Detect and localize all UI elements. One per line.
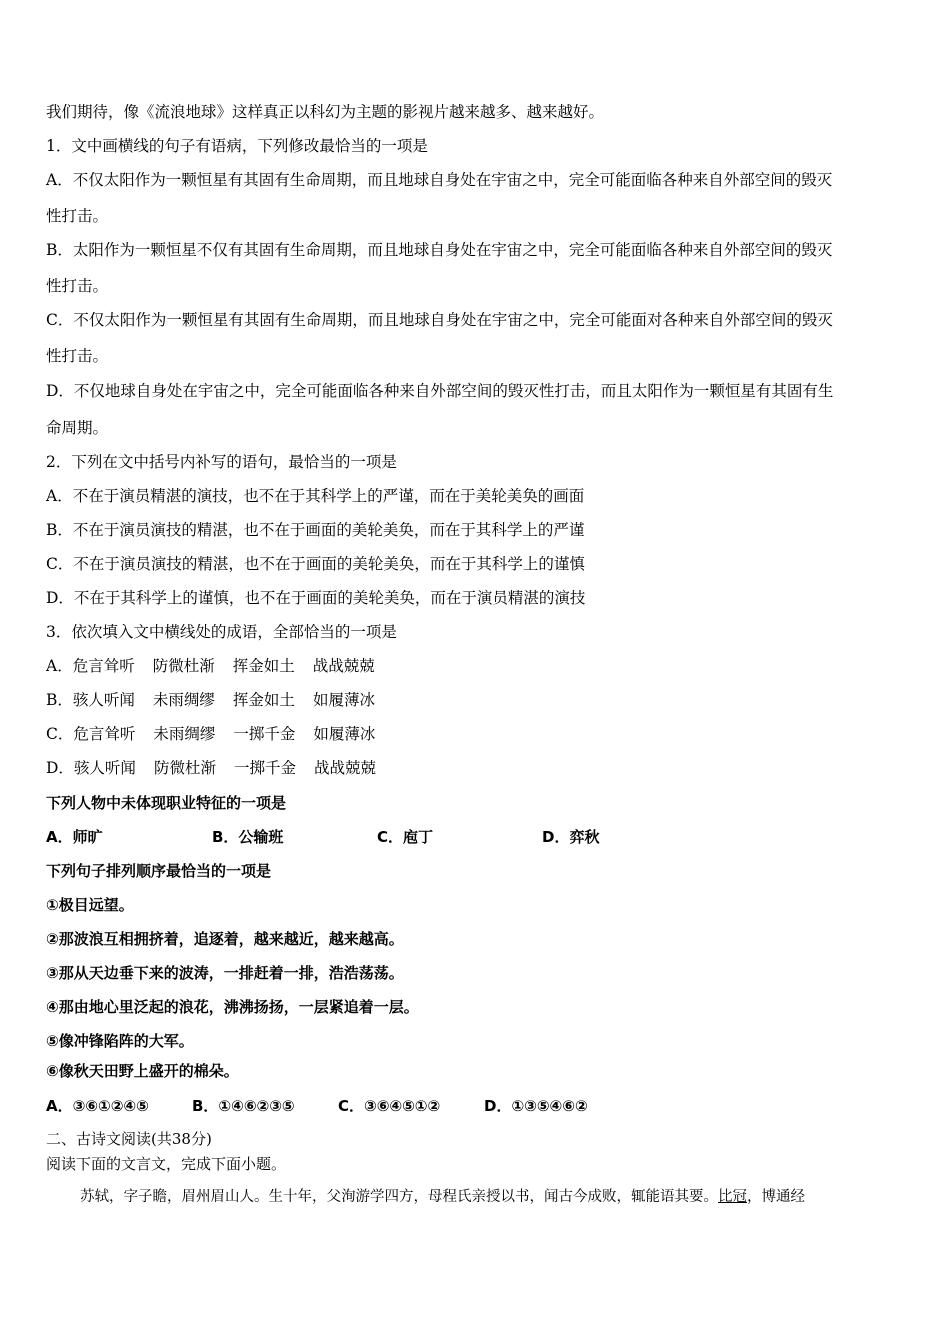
passage-first-line (80, 1187, 805, 1207)
q3-c-word-2: 未雨绸缪 (153, 725, 216, 743)
q3-d-word-1: D．骇人听闻 (46, 759, 136, 777)
q5-sentence-4: ④那由地心里泛起的浪花，沸沸扬扬，一层紧追着一层。 (46, 998, 419, 1016)
q3-a-word-1: A．危言耸听 (46, 657, 135, 675)
q5-stem: 下列句子排列顺序最恰当的一项是 (46, 862, 272, 880)
q4-option-c: C．庖丁 (377, 828, 434, 846)
q3-a-word-2: 防微杜渐 (152, 657, 215, 675)
q4-option-a: A．师旷 (46, 828, 103, 846)
q2-stem: 2．下列在文中括号内补写的语句，最恰当的一项是 (46, 453, 397, 471)
q3-d-word-4: 战战兢兢 (313, 759, 376, 777)
q3-c-word-4: 如履薄冰 (313, 725, 376, 743)
q5-option-c: C．③⑥④⑤①② (338, 1097, 441, 1115)
q4-option-b: B．公输班 (212, 828, 284, 846)
q1-option-b: B．太阳作为一颗恒星不仅有其固有生命周期，而且地球自身处在宇宙之中，完全可能面临各种来自外部空间的毁灭 (46, 241, 833, 259)
q4-stem: 下列人物中未体现职业特征的一项是 (46, 794, 287, 812)
q5-option-b: B．①④⑥②③⑤ (192, 1097, 295, 1115)
q5-sentence-5: ⑤像冲锋陷阵的大军。 (46, 1032, 194, 1050)
q3-a-word-4: 战战兢兢 (312, 657, 375, 675)
underlined-term: 比冠 (718, 1189, 747, 1205)
q3-b-word-2: 未雨绸缪 (152, 691, 215, 709)
q3-b-word-4: 如履薄冰 (312, 691, 375, 709)
q1-option-a: A．不仅太阳作为一颗恒星有其固有生命周期，而且地球自身处在宇宙之中，完全可能面临各种来自外部空间的毁灭 (46, 171, 833, 189)
q1-option-d: D．不仅地球自身处在宇宙之中，完全可能面临各种来自外部空间的毁灭性打击，而且太阳作为一颗恒星有其固有生 (46, 382, 834, 400)
q2-option-a: A．不在于演员精湛的演技，也不在于其科学上的严谨，而在于美轮美奂的画面 (46, 487, 585, 505)
passage-text-start: 苏轼，字子瞻，眉州眉山人。生十年，父洵游学四方，母程氏亲授以书，闻古今成败，辄能语其要。 (80, 1189, 718, 1205)
q5-sentence-6: ⑥像秋天田野上盛开的棉朵。 (46, 1062, 239, 1080)
q1-option-c-cont: 性打击。 (46, 347, 109, 365)
q3-b-word-3: 挥金如土 (232, 691, 295, 709)
q1-option-c: C．不仅太阳作为一颗恒星有其固有生命周期，而且地球自身处在宇宙之中，完全可能面对各种来自外部空间的毁灭 (46, 311, 833, 329)
section-instruction: 阅读下面的文言文，完成下面小题。 (46, 1155, 287, 1173)
q2-option-d: D．不在于其科学上的谨慎，也不在于画面的美轮美奂，而在于演员精湛的演技 (46, 589, 586, 607)
q3-option-d (46, 758, 376, 778)
q1-option-d-cont: 命周期。 (46, 419, 109, 437)
q3-option-c (46, 724, 375, 744)
q2-option-c: C．不在于演员演技的精湛，也不在于画面的美轮美奂，而在于其科学上的谨慎 (46, 555, 585, 573)
q3-a-word-3: 挥金如土 (232, 657, 295, 675)
q1-stem: 1．文中画横线的句子有语病，下列修改最恰当的一项是 (46, 137, 428, 155)
intro-text: 我们期待，像《流浪地球》这样真正以科幻为主题的影视片越来越多、越来越好。 (46, 103, 605, 121)
q5-sentence-3: ③那从天边垂下来的波涛，一排赶着一排，浩浩荡荡。 (46, 964, 404, 982)
q3-d-word-3: 一掷千金 (233, 759, 296, 777)
q1-option-b-cont: 性打击。 (46, 277, 109, 295)
q5-sentence-2: ②那波浪互相拥挤着，追逐着，越来越近，越来越高。 (46, 930, 404, 948)
q5-option-d: D．①③⑤④⑥② (484, 1097, 588, 1115)
q1-option-a-cont: 性打击。 (46, 207, 109, 225)
q3-option-a (46, 656, 375, 676)
q3-b-word-1: B．骇人听闻 (46, 691, 135, 709)
q3-c-word-3: 一掷千金 (233, 725, 296, 743)
q3-c-word-1: C．危言耸听 (46, 725, 136, 743)
q3-d-word-2: 防微杜渐 (153, 759, 216, 777)
q3-option-b (46, 690, 375, 710)
q4-option-d: D．弈秋 (542, 828, 600, 846)
passage-text-end: ，博通经 (747, 1189, 805, 1205)
q3-stem: 3．依次填入文中横线处的成语，全部恰当的一项是 (46, 623, 397, 641)
section-title: 二、古诗文阅读(共38分) (46, 1130, 212, 1148)
q2-option-b: B．不在于演员演技的精湛，也不在于画面的美轮美奂，而在于其科学上的严谨 (46, 521, 585, 539)
q5-option-a: A．③⑥①②④⑤ (46, 1097, 149, 1115)
q5-sentence-1: ①极目远望。 (46, 896, 134, 914)
